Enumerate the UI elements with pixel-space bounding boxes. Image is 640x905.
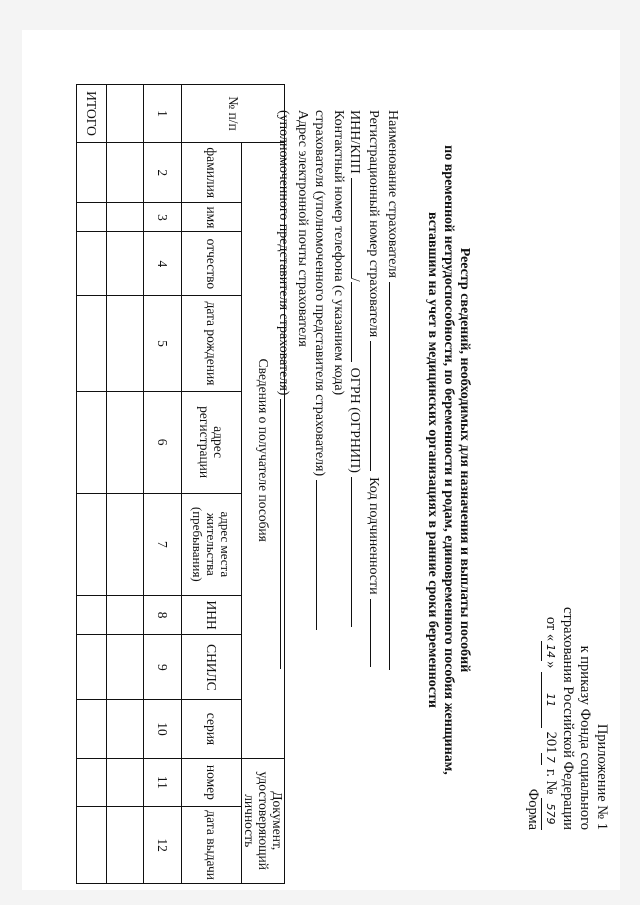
empty-cell: [77, 296, 107, 391]
regnum-label: Регистрационный номер страхователя: [366, 110, 382, 338]
total-label: ИТОГО: [77, 85, 107, 143]
header-recipient-info: Сведения о получателе пособия: [242, 143, 285, 758]
empty-cell: [77, 493, 107, 595]
appendix-header: [524, 607, 610, 830]
empty-cell: [77, 635, 107, 700]
order-line: к приказу Фонда социального: [577, 645, 593, 830]
kpp-line: [351, 282, 364, 362]
column-number-cell: 9: [144, 635, 182, 700]
empty-cell: [107, 635, 144, 700]
header-residence-address: адрес места жительства (пребывания): [182, 493, 242, 595]
empty-cell: [77, 143, 107, 203]
document-title: Реестр сведений, необходимых для назначения и выплаты пособий по временной нетрудоспособности, по беременности и родам, единовременного пособия женщинам, вставшим на учет в медицинских организациях в ранние сроки беременности: [425, 145, 472, 775]
empty-cell: [77, 807, 107, 884]
header-inn: ИНН: [182, 595, 242, 634]
email-representative-label: (уполномоченного представителя страхователя): [276, 110, 292, 396]
subordination-code-label: Код подчиненности: [366, 477, 382, 595]
ogrn-line: [351, 477, 364, 627]
header-birth-date: дата рождения: [182, 296, 242, 391]
document-sheet: [22, 30, 620, 890]
column-number-cell: 3: [144, 203, 182, 232]
email-label: Адрес электронной почты страхователя: [295, 110, 311, 347]
subordination-code-line: [370, 599, 383, 667]
regnum-line: [370, 341, 383, 471]
order-date-line: от «14» 11 2017 г. № 579: [541, 607, 559, 830]
header-patronymic: отчество: [182, 232, 242, 296]
phone-representative-label: страхователя (уполномоченного представителя страхователя): [311, 110, 327, 477]
header-series: серия: [182, 700, 242, 758]
column-number-cell: 12: [144, 807, 182, 884]
total-row: [77, 85, 107, 884]
empty-cell: [77, 391, 107, 493]
appendix-number: Приложение № 1: [594, 723, 610, 830]
table-row: [107, 85, 144, 884]
column-number-cell: 5: [144, 296, 182, 391]
column-number-cell: 1: [144, 85, 182, 143]
order-month: 11: [541, 672, 559, 728]
empty-cell: [107, 700, 144, 758]
phone-line: [316, 480, 329, 630]
header-reg-address: адрес регистрации: [182, 391, 242, 493]
empty-cell: [107, 203, 144, 232]
empty-cell: [107, 85, 144, 143]
empty-cell: [107, 595, 144, 634]
empty-cell: [77, 203, 107, 232]
empty-cell: [107, 807, 144, 884]
empty-cell: [77, 595, 107, 634]
column-number-cell: 10: [144, 700, 182, 758]
insurer-name-label: Наименование страхователя: [385, 110, 400, 278]
ogrn-label: ОГРН (ОГРНИП): [347, 367, 363, 473]
header-number: номер: [182, 758, 242, 807]
header-issue-date: дата выдачи: [182, 807, 242, 884]
empty-cell: [107, 296, 144, 391]
empty-cell: [77, 758, 107, 807]
header-id-document: Документ, удостоверяющий личность: [242, 758, 285, 884]
header-snils: СНИЛС: [182, 635, 242, 700]
rotated-page: [22, 30, 620, 890]
header-num: № п/п: [182, 85, 285, 143]
empty-cell: [107, 232, 144, 296]
empty-cell: [107, 758, 144, 807]
column-number-cell: 2: [144, 143, 182, 203]
inn-kpp-label: ИНН/КПП: [347, 110, 363, 174]
inn-line: [351, 178, 364, 278]
column-number-cell: 8: [144, 595, 182, 634]
column-number-cell: 6: [144, 391, 182, 493]
empty-cell: [77, 232, 107, 296]
order-number: 579: [541, 798, 559, 830]
form-label: Форма: [525, 788, 541, 830]
phone-label: Контактный номер телефона (с указанием кода): [330, 110, 346, 396]
column-number-cell: 11: [144, 758, 182, 807]
empty-cell: [107, 493, 144, 595]
empty-cell: [107, 391, 144, 493]
header-surname: фамилия: [182, 143, 242, 203]
empty-cell: [107, 143, 144, 203]
insurer-details: Наименование страхователя Регистрационный номер страхователя Код подчиненности ИНН/КПП / ОГРН (ОГРНИП) Контактный номер телефона (с указанием кода) страхователя (уполномоченного представителя страхователя) Адрес электронной почты страхователя (уполномоченного представителя страхователя): [274, 110, 402, 670]
empty-cell: [77, 700, 107, 758]
table-row: [144, 85, 182, 884]
order-day: 14: [541, 641, 559, 661]
insurer-name-line: [389, 282, 402, 670]
column-number-cell: 4: [144, 232, 182, 296]
register-table: [76, 84, 285, 884]
order-year-digit: 7: [541, 753, 559, 765]
header-name: имя: [182, 203, 242, 232]
fund-line: страхования Российской Федерации: [560, 606, 576, 830]
column-number-cell: 7: [144, 493, 182, 595]
